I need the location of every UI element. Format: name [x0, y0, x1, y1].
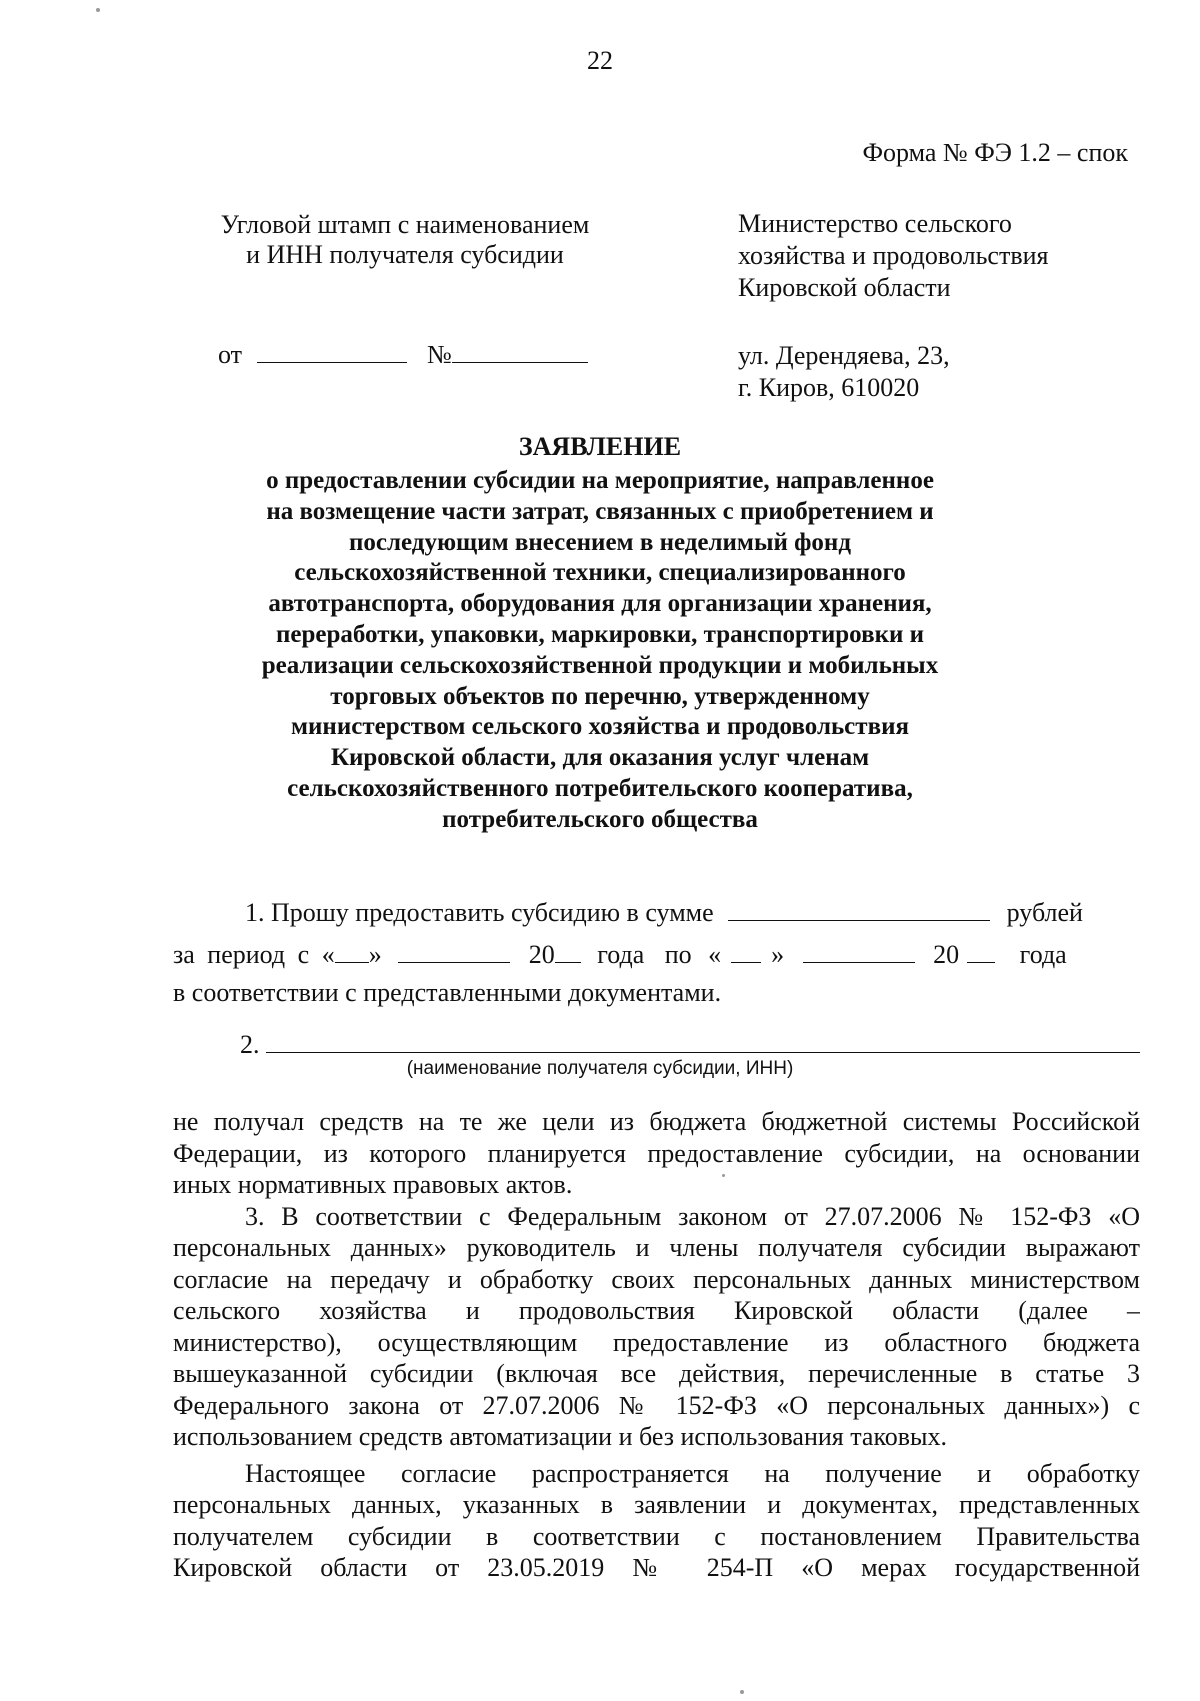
item-2-number: 2. — [240, 1030, 260, 1059]
body-line: Федерального закона от 27.07.2006 № 152-ФЗ «О персональных данных») с — [173, 1390, 1140, 1420]
period-prefix: за период с « — [173, 940, 335, 969]
body-line: согласие на передачу и обработку своих персональных данных министерством — [173, 1264, 1140, 1294]
body-line: сельского хозяйства и продовольствия Кировской области (далее – — [173, 1296, 1140, 1325]
date-blank[interactable] — [257, 340, 407, 363]
document-title: ЗАЯВЛЕНИЕ — [518, 432, 682, 461]
body-line: персональных данных» руководитель и члены получателя субсидии выражают — [173, 1233, 1140, 1262]
body-line: вышеуказанной субсидии (включая все действия, перечисленные в статье 3 — [173, 1359, 1140, 1388]
to-word: по « — [664, 940, 722, 969]
recipient-street-address — [738, 340, 950, 404]
amount-blank[interactable] — [728, 898, 990, 921]
year-word: года — [1019, 940, 1067, 969]
body-line: персональных данных, указанных в заявлении и документах, представленных — [173, 1490, 1140, 1519]
body-line: получателем субсидии в соответствии с постановлением Правительства — [173, 1521, 1140, 1551]
body-text — [173, 1106, 1140, 1584]
form-id: Форма № ФЭ 1.2 – спок — [862, 138, 1128, 167]
recipient-line-3: Кировской области — [738, 273, 951, 302]
subtitle-line: министерством сельского хозяйства и продовольствия — [291, 713, 909, 741]
subtitle-line: на возмещение части затрат, связанных с приобретением и — [266, 497, 934, 525]
body-line: 3. В соответствии с Федеральным законом от 27.07.2006 № 152-ФЗ «О — [245, 1201, 1140, 1231]
start-month-blank[interactable] — [398, 940, 510, 963]
item-1-lead: 1. Прошу предоставить субсидию в сумме — [245, 898, 714, 927]
end-day-blank[interactable] — [731, 940, 761, 963]
quote-close: » — [368, 940, 382, 969]
subtitle-line: реализации сельскохозяйственной продукции и мобильных — [261, 651, 939, 679]
recipient-city: г. Киров, 610020 — [738, 373, 920, 402]
body-line: Кировской области от 23.05.2019 № 254-П «О мерах государственной — [173, 1553, 1140, 1582]
recipient-street: ул. Дерендяева, 23, — [738, 341, 950, 370]
from-label: от — [218, 340, 243, 369]
subtitle-line: торговых объектов по перечню, утвержденному — [330, 682, 870, 710]
start-year-prefix: 20 — [528, 940, 555, 969]
subtitle-line: о предоставлении субсидии на мероприятие, направленное — [266, 467, 934, 494]
subtitle-line: автотранспорта, оборудования для организации хранения, — [268, 590, 932, 618]
subtitle-line: Кировской области, для оказания услуг членам — [330, 744, 870, 772]
number-blank[interactable] — [452, 340, 588, 363]
recipient-line-1: Министерство сельского — [738, 209, 1012, 238]
document-subtitle — [180, 466, 1020, 836]
end-year-blank[interactable] — [967, 940, 995, 963]
page-number: 22 — [587, 46, 613, 75]
subtitle-line: сельскохозяйственной техники, специализированного — [294, 559, 906, 587]
corner-stamp-placeholder — [160, 210, 650, 270]
body-line: не получал средств на те же цели из бюджета бюджетной системы Российской — [173, 1107, 1140, 1136]
stamp-line-2: и ИНН получателя субсидии — [246, 240, 564, 269]
currency-label: рублей — [1006, 898, 1083, 927]
body-line: использованием средств автоматизации и без использования таковых. — [173, 1422, 948, 1451]
number-label: № — [427, 340, 452, 369]
subtitle-line: потребительского общества — [442, 805, 758, 833]
end-month-blank[interactable] — [803, 940, 915, 963]
year-word: года — [597, 940, 645, 969]
recipient-line-2: хозяйства и продовольствия — [738, 241, 1049, 270]
quote-close: » — [771, 940, 785, 969]
recipient-name-caption: (наименование получателя субсидии, ИНН) — [406, 1058, 794, 1079]
outgoing-date-number — [218, 340, 588, 370]
body-line: министерство), осуществляющим предоставление из областного бюджета — [173, 1327, 1140, 1357]
subtitle-line: переработки, упаковки, маркировки, транспортировки и — [275, 620, 925, 648]
start-year-blank[interactable] — [555, 940, 581, 963]
subtitle-line: сельскохозяйственного потребительского кооператива, — [287, 774, 913, 802]
item-1-period-line — [173, 940, 1067, 970]
scan-speck — [722, 1174, 725, 1177]
recipient-address — [738, 208, 1048, 304]
scan-speck — [740, 1690, 744, 1694]
recipient-name-blank[interactable] — [266, 1052, 1140, 1053]
stamp-line-1: Угловой штамп с наименованием — [220, 210, 590, 239]
item-1-amount-line — [245, 898, 1083, 928]
end-year-prefix: 20 — [933, 940, 960, 969]
item-1-docs-line: в соответствии с представленными документами. — [173, 978, 722, 1007]
body-line: иных нормативных правовых актов. — [173, 1170, 573, 1199]
scan-speck — [96, 8, 100, 12]
start-day-blank[interactable] — [335, 940, 369, 963]
subtitle-line: последующим внесением в неделимый фонд — [349, 528, 851, 556]
body-line: Федерации, из которого планируется предоставление субсидии, на основании — [173, 1138, 1140, 1168]
body-line: Настоящее согласие распространяется на получение и обработку — [245, 1458, 1140, 1488]
